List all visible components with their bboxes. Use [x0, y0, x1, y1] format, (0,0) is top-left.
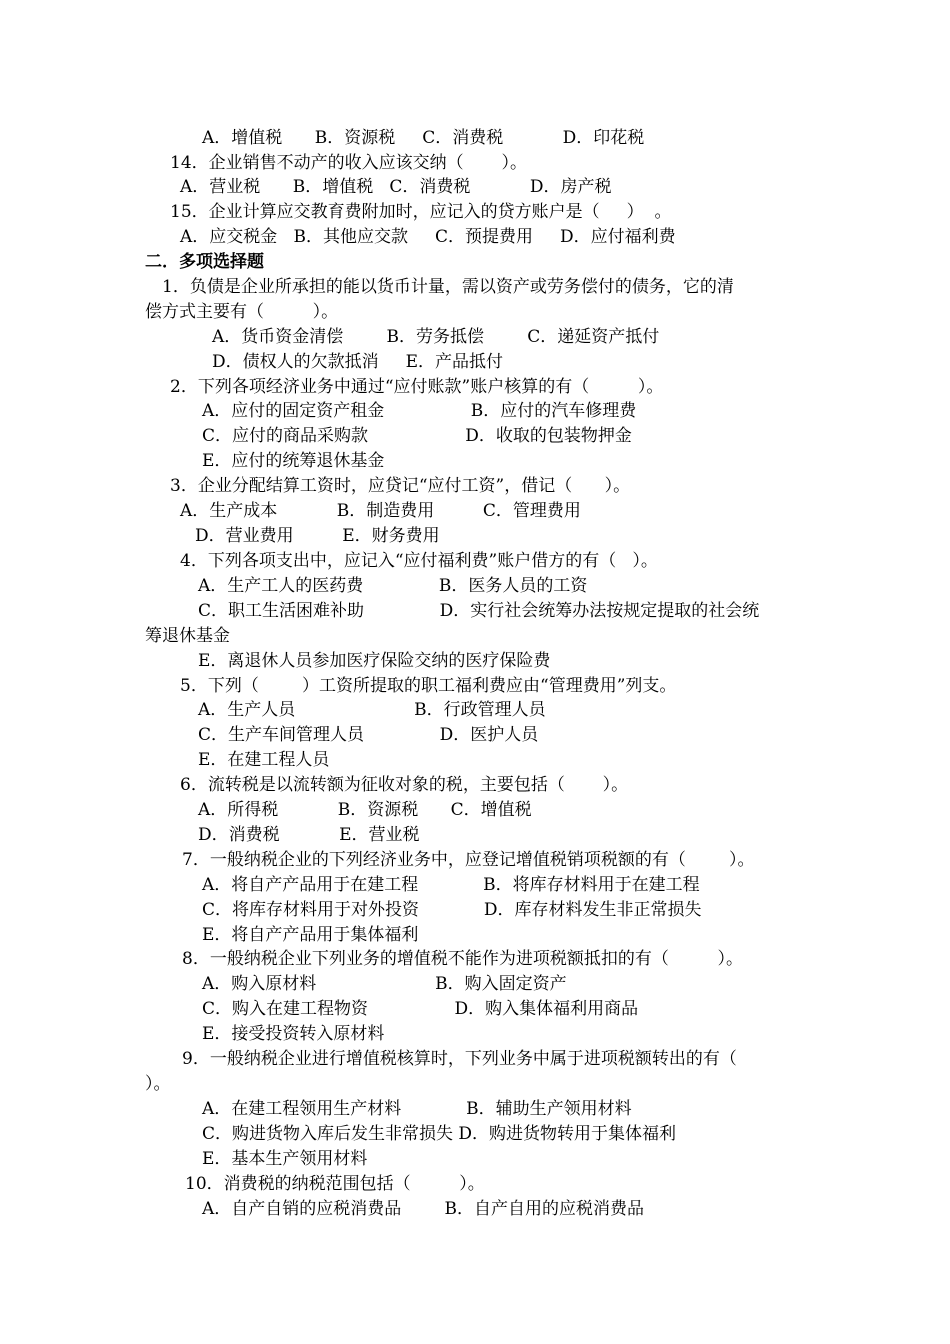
text-line: A．生产工人的医药费 B．医务人员的工资: [198, 576, 588, 596]
text-line: A．增值税 B．资源税 C．消费税 D．印花税: [202, 128, 645, 148]
text-line: E．离退休人员参加医疗保险交纳的医疗保险费: [198, 651, 551, 671]
text-line: E．应付的统筹退休基金: [202, 451, 385, 471]
text-line: A．在建工程领用生产材料 B．辅助生产领用材料: [202, 1099, 632, 1119]
section-heading: 二．多项选择题: [145, 252, 264, 272]
text-line: 5．下列（ ）工资所提取的职工福利费应由“管理费用”列支。: [180, 676, 677, 696]
text-line: A．营业税 B．增值税 C．消费税 D．房产税: [180, 177, 612, 197]
text-line: C．生产车间管理人员 D．医护人员: [198, 725, 539, 745]
text-line: C．购入在建工程物资 D．购入集体福利用商品: [202, 999, 639, 1019]
text-line: ）。: [145, 1074, 171, 1094]
text-line: C．职工生活困难补助 D．实行社会统筹办法按规定提取的社会统: [198, 601, 760, 621]
text-line: C．购进货物入库后发生非常损失 D．购进货物转用于集体福利: [202, 1124, 677, 1144]
text-line: 14．企业销售不动产的收入应该交纳（ ）。: [170, 153, 527, 173]
text-line: D．营业费用 E．财务费用: [195, 526, 440, 546]
text-line: 7．一般纳税企业的下列经济业务中，应登记增值税销项税额的有（ ）。: [182, 850, 755, 870]
text-line: A．所得税 B．资源税 C．增值税: [198, 800, 532, 820]
text-line: 2．下列各项经济业务中通过“应付账款”账户核算的有（ ）。: [170, 377, 664, 397]
text-line: 4．下列各项支出中，应记入“应付福利费”账户借方的有（ ）。: [180, 551, 658, 571]
text-line: 15．企业计算应交教育费附加时，应记入的贷方账户是（ ） 。: [170, 202, 672, 222]
text-line: 6．流转税是以流转额为征收对象的税，主要包括（ ）。: [180, 775, 629, 795]
text-line: E．在建工程人员: [198, 750, 330, 770]
text-line: A．生产成本 B．制造费用 C．管理费用: [180, 501, 581, 521]
text-line: A．购入原材料 B．购入固定资产: [202, 974, 567, 994]
text-line: E．接受投资转入原材料: [202, 1024, 385, 1044]
text-line: C．将库存材料用于对外投资 D．库存材料发生非正常损失: [202, 900, 702, 920]
text-line: D．债权人的欠款抵消 E．产品抵付: [212, 352, 504, 372]
text-line: A．货币资金清偿 B．劳务抵偿 C．递延资产抵付: [212, 327, 660, 347]
text-line: 10．消费税的纳税范围包括（ ）。: [185, 1174, 485, 1194]
text-line: A．应交税金 B．其他应交款 C．预提费用 D．应付福利费: [180, 227, 676, 247]
text-line: A．将自产产品用于在建工程 B．将库存材料用于在建工程: [202, 875, 700, 895]
text-line: D．消费税 E．营业税: [198, 825, 420, 845]
text-line: 9．一般纳税企业进行增值税核算时，下列业务中属于进项税额转出的有（: [182, 1049, 737, 1069]
text-line: 8．一般纳税企业下列业务的增值税不能作为进项税额抵扣的有（ ）。: [182, 949, 743, 969]
text-line: E．基本生产领用材料: [202, 1149, 368, 1169]
text-line: C．应付的商品采购款 D．收取的包装物押金: [202, 426, 632, 446]
text-line: A．自产自销的应税消费品 B．自产自用的应税消费品: [202, 1199, 644, 1219]
text-line: E．将自产产品用于集体福利: [202, 925, 419, 945]
text-line: 偿方式主要有（ ）。: [145, 302, 339, 322]
text-line: A．生产人员 B．行政管理人员: [198, 700, 546, 720]
text-line: 筹退休基金: [145, 626, 230, 646]
text-line: 1．负债是企业所承担的能以货币计量，需以资产或劳务偿付的债务，它的清: [162, 277, 734, 297]
text-line: 3．企业分配结算工资时，应贷记“应付工资”，借记（ ）。: [170, 476, 631, 496]
text-line: A．应付的固定资产租金 B．应付的汽车修理费: [202, 401, 637, 421]
